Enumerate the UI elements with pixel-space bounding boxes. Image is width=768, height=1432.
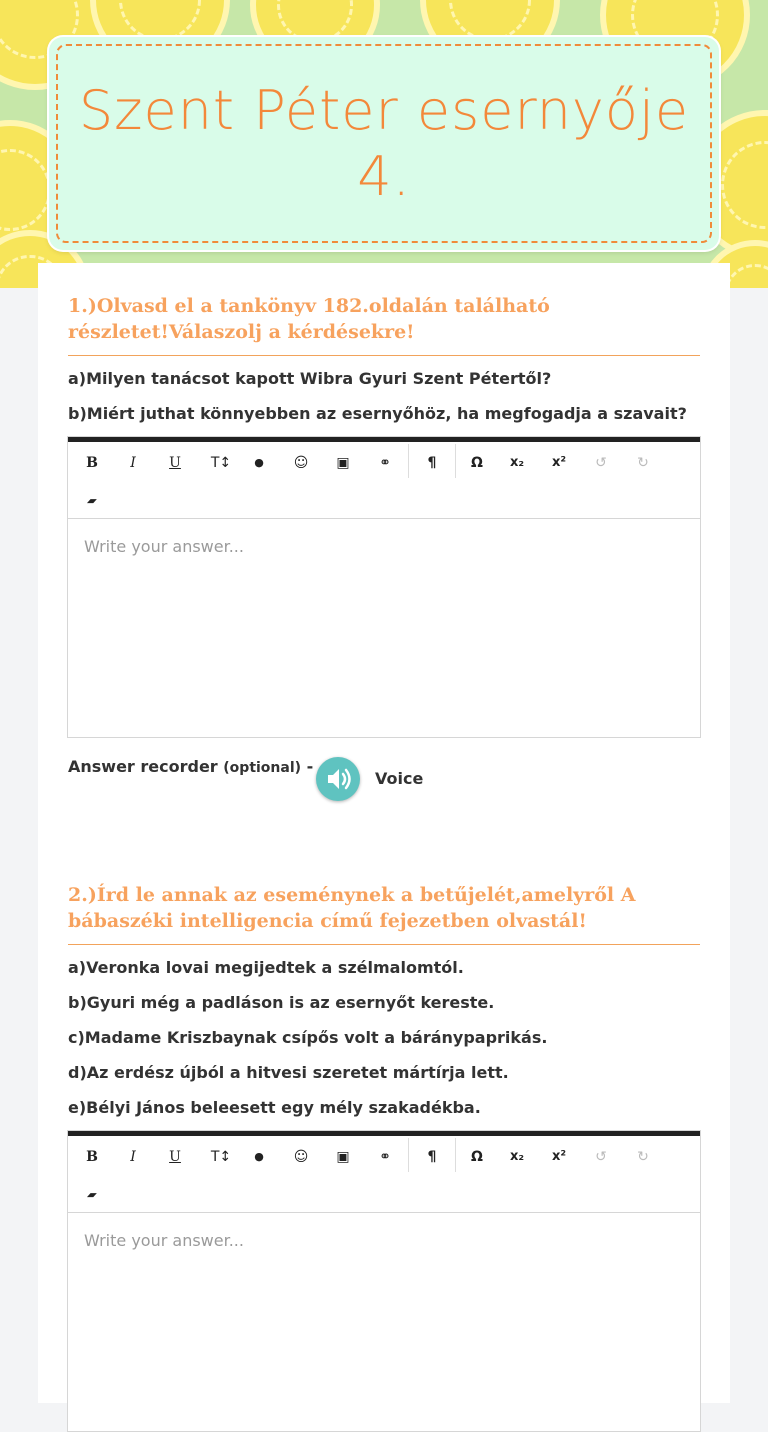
question-2-item-e: e)Bélyi János beleesett egy mély szakadékba. xyxy=(68,1098,481,1117)
emoji-button[interactable]: ☺ xyxy=(293,455,309,471)
question-2-title: 2.)Írd le annak az eseménynek a betűjelét,amelyről A bábaszéki intelligencia című fejezetben olvastál! xyxy=(68,884,636,932)
answer-input-1[interactable] xyxy=(68,519,700,737)
question-2-divider xyxy=(68,944,700,945)
speaker-icon xyxy=(316,757,360,801)
voice-record-button[interactable] xyxy=(316,757,360,801)
voice-label[interactable]: Voice xyxy=(375,769,424,788)
color-button[interactable]: ● xyxy=(254,1150,264,1163)
color-button[interactable]: ● xyxy=(254,456,264,469)
link-button[interactable]: ⚭ xyxy=(379,455,391,471)
question-2-item-a: a)Veronka lovai megijedtek a szélmalomtól. xyxy=(68,958,464,977)
emoji-button[interactable]: ☺ xyxy=(293,1149,309,1165)
recorder-optional-text: (optional) xyxy=(223,760,302,776)
recorder-dash: - xyxy=(306,757,314,776)
underline-button[interactable]: U xyxy=(169,455,181,471)
clear-format-button[interactable]: ▰ xyxy=(85,494,99,507)
underline-button[interactable]: U xyxy=(169,1149,181,1165)
title-card xyxy=(49,37,719,250)
special-char-button[interactable]: Ω xyxy=(471,455,483,471)
question-1-divider xyxy=(68,355,700,356)
undo-button[interactable]: ↺ xyxy=(595,455,607,471)
image-button[interactable]: ▣ xyxy=(336,1149,350,1165)
question-2-item-c: c)Madame Kriszbaynak csípős volt a báránypaprikás. xyxy=(68,1028,548,1047)
question-1-item-b: b)Miért juthat könnyebben az esernyőhöz, ha megfogadja a szavait? xyxy=(68,404,687,423)
text-size-button[interactable]: T↕ xyxy=(210,1149,232,1165)
answer-recorder-label xyxy=(68,757,313,776)
italic-button[interactable]: I xyxy=(130,455,136,471)
answer-input-2[interactable] xyxy=(68,1213,700,1431)
redo-button[interactable]: ↻ xyxy=(637,1149,649,1165)
question-1-title: 1.)Olvasd el a tankönyv 182.oldalán található részletet!Válaszolj a kérdésekre! xyxy=(68,295,550,343)
redo-button[interactable]: ↻ xyxy=(637,455,649,471)
recorder-label-text: Answer recorder xyxy=(68,757,218,776)
title-border xyxy=(56,44,712,243)
answer-placeholder: Write your answer... xyxy=(84,1231,244,1250)
text-size-button[interactable]: T↕ xyxy=(210,455,232,471)
superscript-button[interactable]: x² xyxy=(551,1149,567,1164)
paragraph-button[interactable]: ¶ xyxy=(427,1149,437,1165)
superscript-button[interactable]: x² xyxy=(551,455,567,470)
subscript-button[interactable]: x₂ xyxy=(509,455,525,470)
clear-format-button[interactable]: ▰ xyxy=(85,1188,99,1201)
italic-button[interactable]: I xyxy=(130,1149,136,1165)
answer-editor-1 xyxy=(67,436,701,738)
editor-toolbar xyxy=(68,437,700,519)
page-title: Szent Péter esernyője 4. xyxy=(78,78,690,208)
paragraph-button[interactable]: ¶ xyxy=(427,455,437,471)
answer-placeholder: Write your answer... xyxy=(84,537,244,556)
worksheet-card xyxy=(38,263,730,1403)
image-button[interactable]: ▣ xyxy=(336,455,350,471)
subscript-button[interactable]: x₂ xyxy=(509,1149,525,1164)
question-2-item-d: d)Az erdész újból a hitvesi szeretet mártírja lett. xyxy=(68,1063,509,1082)
bold-button[interactable]: B xyxy=(86,1149,98,1165)
bold-button[interactable]: B xyxy=(86,455,98,471)
question-2-item-b: b)Gyuri még a padláson is az esernyőt kereste. xyxy=(68,993,495,1012)
answer-editor-2 xyxy=(67,1130,701,1432)
undo-button[interactable]: ↺ xyxy=(595,1149,607,1165)
question-1-item-a: a)Milyen tanácsot kapott Wibra Gyuri Szent Pétertől? xyxy=(68,369,552,388)
link-button[interactable]: ⚭ xyxy=(379,1149,391,1165)
special-char-button[interactable]: Ω xyxy=(471,1149,483,1165)
editor-toolbar xyxy=(68,1131,700,1213)
